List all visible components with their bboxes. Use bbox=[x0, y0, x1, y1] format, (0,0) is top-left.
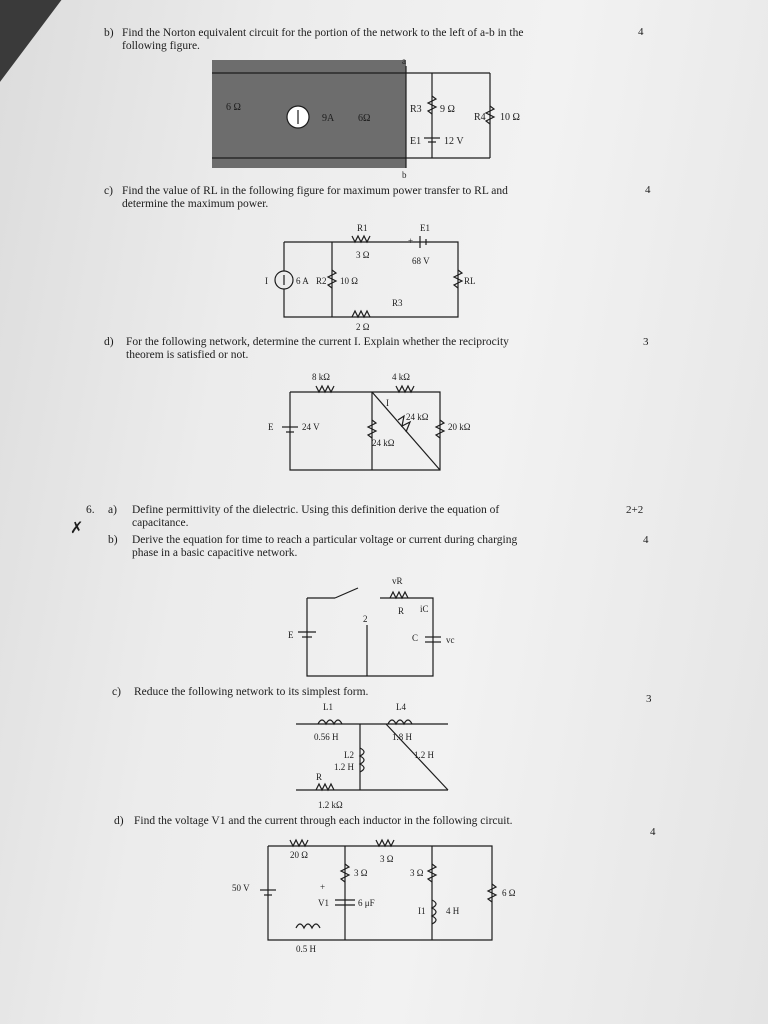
label-r1: R1 bbox=[357, 223, 368, 233]
label-e: E bbox=[268, 422, 274, 432]
label-node-a: a bbox=[402, 56, 406, 66]
q5b-label: b) bbox=[104, 27, 114, 39]
label-r3-value: 9 Ω bbox=[440, 104, 455, 115]
q6b-label: b) bbox=[108, 534, 118, 546]
label-r20: 20 Ω bbox=[290, 850, 308, 860]
q6d-text: Find the voltage V1 and the current through each inductor in the following circuit. bbox=[134, 815, 513, 827]
label-r1-value: 6 Ω bbox=[226, 102, 241, 113]
q6d-marks: 4 bbox=[650, 826, 656, 838]
label-l4-value: 1.8 H bbox=[392, 732, 412, 742]
label-r-value: 1.2 kΩ bbox=[318, 800, 343, 810]
label-e1: E1 bbox=[410, 136, 422, 147]
label-r2-value: 6Ω bbox=[358, 113, 371, 124]
label-e-value: 24 V bbox=[302, 422, 320, 432]
label-r1-value: 3 Ω bbox=[356, 250, 370, 260]
label-rb: 4 kΩ bbox=[392, 372, 410, 382]
label-c: 6 μF bbox=[358, 898, 375, 908]
label-l4: 4 H bbox=[446, 906, 460, 916]
q6-number: 6. bbox=[86, 504, 95, 516]
q6a-text-line1: Define permittivity of the dielectric. Using this definition derive the equation of bbox=[132, 504, 500, 516]
label-r: R bbox=[398, 606, 405, 616]
q5c-text-line2: determine the maximum power. bbox=[122, 198, 269, 210]
label-l5: 0.5 H bbox=[296, 944, 316, 954]
q5b-marks: 4 bbox=[638, 26, 644, 38]
label-e1: E1 bbox=[420, 223, 430, 233]
label-ic: iC bbox=[420, 604, 429, 614]
label-e1-value: 12 V bbox=[444, 136, 464, 147]
label-r2: R2 bbox=[316, 276, 327, 286]
label-r3a: 3 Ω bbox=[354, 868, 368, 878]
q6a-text-line2: capacitance. bbox=[132, 517, 189, 529]
label-rl: RL bbox=[464, 276, 476, 286]
q6-check-mark: ✗ bbox=[70, 520, 84, 537]
label-r4: R4 bbox=[474, 112, 486, 123]
q6b-marks: 4 bbox=[643, 534, 649, 546]
label-l1-value: 0.56 H bbox=[314, 732, 339, 742]
label-source-voltage: 50 V bbox=[232, 883, 250, 893]
q6a-label: a) bbox=[108, 504, 117, 516]
label-i1: I1 bbox=[418, 906, 426, 916]
label-r3: R3 bbox=[410, 104, 422, 115]
q6b-text-line1: Derive the equation for time to reach a particular voltage or current during charging bbox=[132, 534, 518, 546]
q5b-text-line2: following figure. bbox=[122, 40, 200, 52]
label-vc: vc bbox=[446, 635, 455, 645]
label-rd: 24 kΩ bbox=[372, 438, 395, 448]
label-ra: 8 kΩ bbox=[312, 372, 330, 382]
q6c-label: c) bbox=[112, 686, 121, 698]
label-rc: 24 kΩ bbox=[406, 412, 429, 422]
label-r3-value: 2 Ω bbox=[356, 322, 370, 332]
label-switch: 2 bbox=[363, 614, 368, 624]
label-r2-value: 10 Ω bbox=[340, 276, 358, 286]
q5d-text-line2: theorem is satisfied or not. bbox=[126, 349, 249, 361]
label-plus: + bbox=[408, 236, 414, 246]
label-source: 9A bbox=[322, 113, 335, 124]
label-l3-value: 1.2 H bbox=[414, 750, 434, 760]
label-re: 20 kΩ bbox=[448, 422, 471, 432]
q5d-text-line1: For the following network, determine the current I. Explain whether the reciprocity bbox=[126, 336, 509, 348]
label-l2-value: 1.2 H bbox=[334, 762, 354, 772]
label-c: C bbox=[412, 633, 419, 643]
label-v1: V1 bbox=[318, 898, 329, 908]
q6d-label: d) bbox=[114, 815, 124, 827]
label-e1-value: 68 V bbox=[412, 256, 430, 266]
q6a-marks: 2+2 bbox=[626, 504, 644, 516]
q6c-text: Reduce the following network to its simplest form. bbox=[134, 686, 369, 698]
label-l1: L1 bbox=[323, 702, 333, 712]
label-r6: 6 Ω bbox=[502, 888, 516, 898]
q5c-text-line1: Find the value of RL in the following figure for maximum power transfer to RL and bbox=[122, 185, 508, 197]
label-r: R bbox=[316, 772, 323, 782]
q5c-label: c) bbox=[104, 185, 113, 197]
label-r4-value: 10 Ω bbox=[500, 112, 520, 123]
label-l2: L2 bbox=[344, 750, 354, 760]
circuit-6b bbox=[298, 588, 441, 676]
label-i: I bbox=[265, 276, 268, 286]
label-r3c: 3 Ω bbox=[410, 868, 424, 878]
label-e: E bbox=[288, 630, 294, 640]
label-node-b: b bbox=[402, 170, 407, 180]
label-r3b: 3 Ω bbox=[380, 854, 394, 864]
q5b-text-line1: Find the Norton equivalent circuit for the portion of the network to the left of a-b in the bbox=[122, 27, 524, 39]
q5d-marks: 3 bbox=[643, 336, 649, 348]
label-plus: + bbox=[320, 882, 326, 892]
label-i: I bbox=[386, 398, 389, 408]
label-vr: vR bbox=[392, 576, 403, 586]
q5d-label: d) bbox=[104, 336, 114, 348]
q6c-marks: 3 bbox=[646, 693, 652, 705]
label-r3: R3 bbox=[392, 298, 403, 308]
q5c-marks: 4 bbox=[645, 184, 651, 196]
q6b-text-line2: phase in a basic capacitive network. bbox=[132, 547, 298, 559]
label-l4: L4 bbox=[396, 702, 406, 712]
label-source: 6 A bbox=[296, 276, 309, 286]
